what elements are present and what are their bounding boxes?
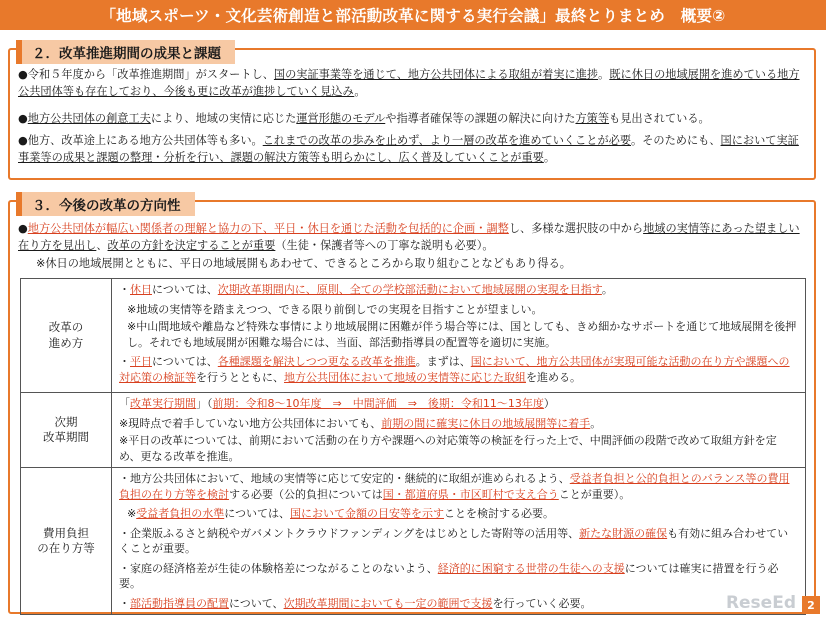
section2-intro-note: ※休日の地域展開とともに、平日の地域展開もあわせて、できるところから取り組むことなどもあり得る。: [36, 257, 571, 270]
section-results-issues: [8, 48, 816, 180]
row-content-cost-burden: ・地方公共団体において、地域の実情等に応じて安定的・継続的に取組が進められるよう、受益者負担と公的負担とのバランス等の費用負担の在り方等を検討する必要（公的負担については国・都道府県・市区町村で支え合うことが重要）。 ※受益者負担の水準については、国において金額の目安等を示すことを検討する必要。 ・企業版ふるさと納税やガバメントクラウドファンディングをはじめとした寄附等の活用等、新たな財源の確保も有効に組み合わせていくことが重要。 ・家庭の経済格差が生徒の体験格差につながることのないよう、経済的に困窮する世帯の生徒への支援については確実に措置を行う必要。 ・部活動指導員の配置について、次期改革期間においても一定の範囲で支援を行っていく必要。: [112, 468, 806, 615]
section2-label: ３．今後の改革の方向性: [16, 192, 195, 216]
section1-bullet-1: ●令和５年度から「改革推進期間」がスタートし、国の実証事業等を通じて、地方公共団体による取組が着実に進捗。既に休日の地域展開を進めている地方公共団体等も存在しており、今後も更に改革が進捗していく見込み。: [18, 68, 800, 98]
row-content-next-period: 「改革実行期間」（前期：令和8～10年度 ⇒ 中間評価 ⇒ 後期：令和11～13年度） ※現時点で着手していない地方公共団体においても、前期の間に確実に休日の地域展開等に着手。 ※平日の改革については、前期において活動の在り方や課題への対応策等の検証を行った上で、中間評価の段階で改めて取組方針を定め、更なる改革を推進。: [112, 393, 806, 468]
table-row: [21, 393, 806, 468]
section1-label: ２．改革推進期間の成果と課題: [16, 40, 235, 64]
direction-table: [20, 278, 806, 615]
section1-bullet-2: ●地方公共団体の創意工夫により、地域の実情に応じた運営形態のモデルや指導者確保等の課題の解決に向けた方策等も見出されている。: [18, 112, 710, 125]
section2-intro: ●地方公共団体が幅広い関係者の理解と協力の下、平日・休日を通じた活動を包括的に企画・調整し、多様な選択肢の中から地域の実情等にあった望ましい在り方を見出し、改革の方針を決定することが重要（生徒・保護者等への丁寧な説明も必要）。: [18, 222, 800, 252]
row-content-reform-method: ・休日については、次期改革期間内に、原則、全ての学校部活動において地域展開の実現を目指す。 ※地域の実情等を踏まえつつ、できる限り前倒しでの実現を目指すことが望ましい。 ※中山間地域や離島など特殊な事情により地域展開に困難が伴う場合等には、国としても、きめ細かなサポートを通じて地域展開を後押し。それでも地域展開が困難な場合には、当面、部活動指導員の配置等を適切に実施。 ・平日については、各種課題を解決しつつ更なる改革を推進。まずは、国において、地方公共団体が実現可能な活動の在り方や課題への対応策の検証等を行うとともに、地方公共団体において地域の実情等に応じた取組を進める。: [112, 279, 806, 393]
section-future-direction: [8, 200, 816, 614]
table-row: [21, 468, 806, 615]
section1-bullet-3: ●他方、改革途上にある地方公共団体等も多い。これまでの改革の歩みを止めず、より一層の改革を進めていくことが必要。そのためにも、国において実証事業等の成果と課題の整理・分析を行い、課題の解決方策等も明らかにし、広く普及していくことが重要。: [18, 134, 799, 164]
row-category-reform-method: 改革の 進め方: [21, 279, 112, 393]
table-row: [21, 279, 806, 393]
page-title-bar: [0, 0, 826, 30]
row-category-next-period: 次期 改革期間: [21, 393, 112, 468]
page-title: 「地域スポーツ・文化芸術創造と部活動改革に関する実行会議」最終とりまとめ 概要②: [100, 7, 726, 25]
watermark-logo: ReseEd: [725, 593, 796, 613]
page-number: 2: [802, 596, 820, 614]
row-category-cost-burden: 費用負担 の在り方等: [21, 468, 112, 615]
